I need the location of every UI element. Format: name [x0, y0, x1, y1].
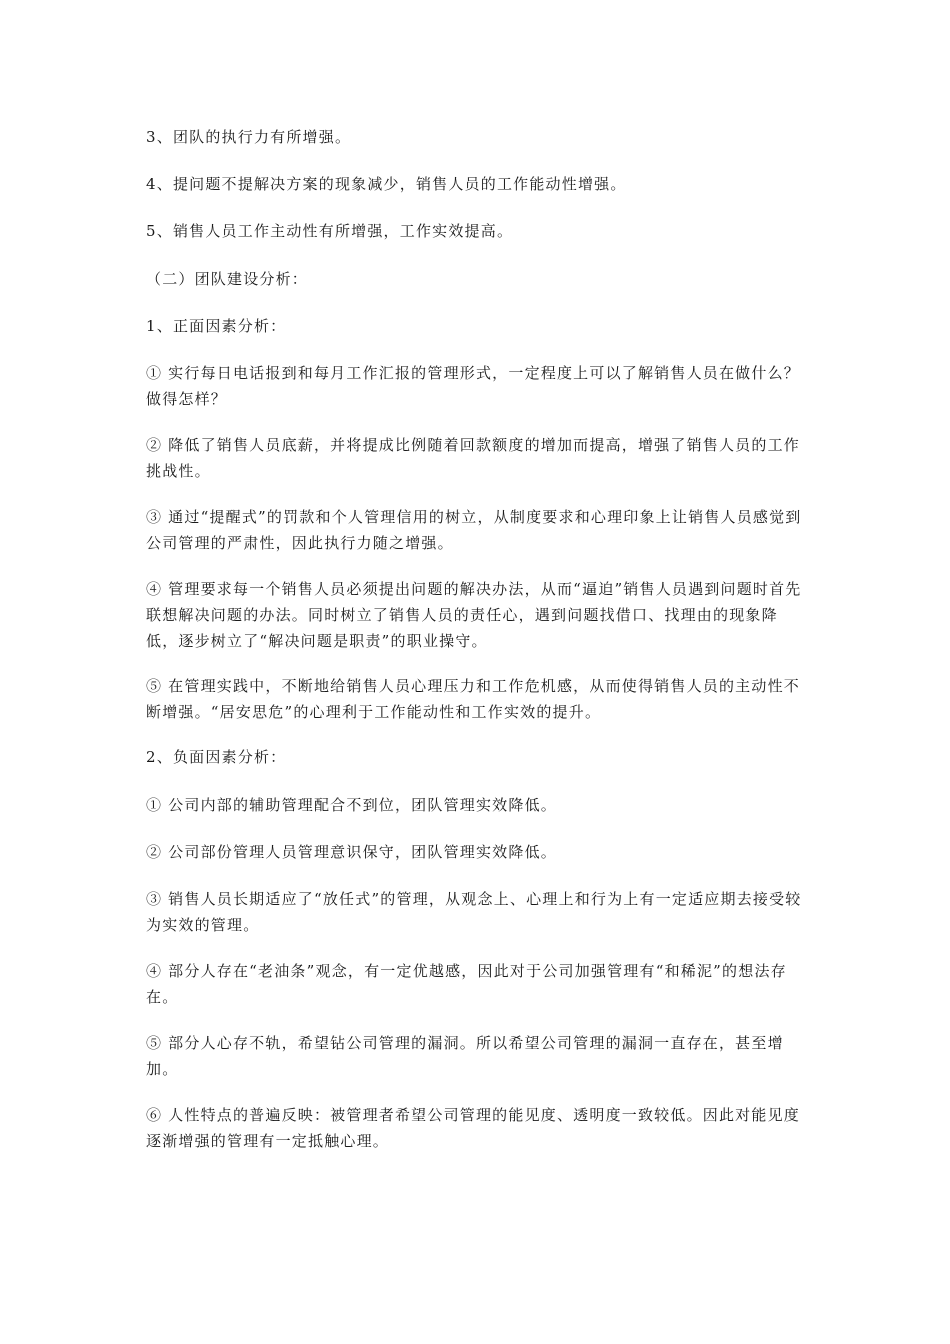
subheading-negative-factors: 2、负面因素分析：	[146, 748, 287, 766]
paragraph-result-5: 5、销售人员工作主动性有所增强，工作实效提高。	[146, 222, 514, 240]
section-heading-team-analysis: （二）团队建设分析：	[146, 270, 309, 288]
positive-item-5: ⑤ 在管理实践中，不断地给销售人员心理压力和工作危机感，从而使得销售人员的主动性不断增强。“居安思危”的心理利于工作能动性和工作实效的提升。	[146, 677, 800, 721]
negative-item-1: ① 公司内部的辅助管理配合不到位，团队管理实效降低。	[146, 796, 557, 814]
paragraph-result-4: 4、提问题不提解决方案的现象减少，销售人员的工作能动性增强。	[146, 175, 627, 193]
positive-item-1: ① 实行每日电话报到和每月工作汇报的管理形式，一定程度上可以了解销售人员在做什么？做得怎样？	[146, 364, 800, 408]
positive-item-2: ② 降低了销售人员底薪，并将提成比例随着回款额度的增加而提高，增强了销售人员的工作挑战性。	[146, 436, 800, 480]
negative-item-4: ④ 部分人存在“老油条”观念，有一定优越感，因此对于公司加强管理有“和稀泥”的想法存在。	[146, 962, 787, 1006]
negative-item-3: ③ 销售人员长期适应了“放任式”的管理，从观念上、心理上和行为上有一定适应期去接受较为实效的管理。	[146, 890, 802, 934]
positive-item-4: ④ 管理要求每一个销售人员必须提出问题的解决办法，从而“逼迫”销售人员遇到问题时首先联想解决问题的办法。同时树立了销售人员的责任心，遇到问题找借口、找理由的现象降低，逐步树立了“解决问题是职责”的职业操守。	[146, 580, 802, 650]
positive-item-3: ③ 通过“提醒式”的罚款和个人管理信用的树立，从制度要求和心理印象上让销售人员感觉到公司管理的严肃性，因此执行力随之增强。	[146, 508, 802, 552]
negative-item-5: ⑤ 部分人心存不轨，希望钻公司管理的漏洞。所以希望公司管理的漏洞一直存在，甚至增加。	[146, 1034, 784, 1078]
negative-item-2: ② 公司部份管理人员管理意识保守，团队管理实效降低。	[146, 843, 557, 861]
negative-item-6: ⑥ 人性特点的普遍反映：被管理者希望公司管理的能见度、透明度一致较低。因此对能见度逐渐增强的管理有一定抵触心理。	[146, 1106, 800, 1150]
paragraph-result-3: 3、团队的执行力有所增强。	[146, 128, 352, 146]
subheading-positive-factors: 1、正面因素分析：	[146, 317, 287, 335]
